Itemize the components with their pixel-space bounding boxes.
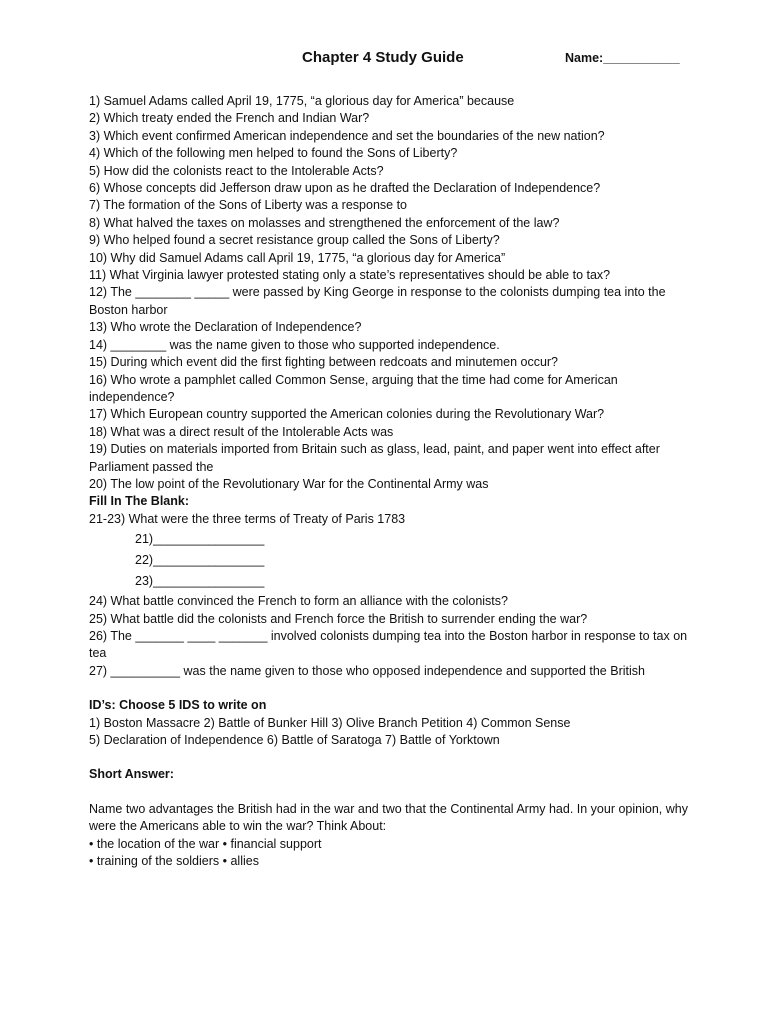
name-field-label: Name:___________	[565, 51, 680, 65]
treaty-terms-prompt: 21-23) What were the three terms of Treaty of Paris 1783	[89, 511, 406, 526]
question-item: 7) The formation of the Sons of Liberty was a response to	[89, 198, 407, 213]
question-item: 8) What halved the taxes on molasses and strengthened the enforcement of the law?	[89, 215, 560, 230]
question-item: 19) Duties on materials imported from Britain such as glass, lead, paint, and paper went into effect after Parliament passed the	[89, 442, 660, 474]
ids-heading: ID’s: Choose 5 IDS to write on	[89, 698, 267, 713]
question-item: 14) ________ was the name given to those who supported independence.	[89, 337, 500, 352]
question-item: 5) How did the colonists react to the Intolerable Acts?	[89, 163, 384, 178]
question-item: 26) The _______ ____ _______ involved colonists dumping tea into the Boston harbor in response to tax on tea	[89, 628, 688, 661]
question-item: 4) Which of the following men helped to found the Sons of Liberty?	[89, 146, 458, 161]
think-about-bullets: • training of the soldiers • allies	[89, 854, 259, 869]
question-item: 27) __________ was the name given to those who opposed independence and supported the British	[89, 663, 645, 678]
question-item: 1) Samuel Adams called April 19, 1775, “a glorious day for America” because	[89, 94, 515, 108]
document-body	[89, 93, 689, 870]
think-about-bullets: • the location of the war • financial support	[89, 836, 322, 851]
question-item: 3) Which event confirmed American independence and set the boundaries of the new nation?	[89, 128, 605, 143]
short-answer-heading: Short Answer:	[89, 767, 174, 782]
question-item: 2) Which treaty ended the French and Indian War?	[89, 111, 370, 126]
page-header	[0, 49, 768, 71]
question-item: 6) Whose concepts did Jefferson draw upon as he drafted the Declaration of Independence?	[89, 181, 601, 196]
short-answer-prompt: Name two advantages the British had in the war and two that the Continental Army had. In your opinion, why were the Americans able to win the war? Think About:	[89, 801, 688, 834]
question-item: 17) Which European country supported the American colonies during the Revolutionary War?	[89, 407, 605, 422]
question-item: 12) The ________ _____ were passed by King George in response to the colonists dumping tea into the Boston harbor	[89, 285, 666, 317]
question-item: 18) What was a direct result of the Intolerable Acts was	[89, 424, 394, 439]
question-list	[89, 93, 689, 493]
ids-section	[89, 697, 689, 749]
question-item: 13) Who wrote the Declaration of Independence?	[89, 320, 362, 335]
answer-blank: 22)________________	[135, 553, 265, 568]
fill-in-section	[89, 493, 689, 680]
question-item: 10) Why did Samuel Adams call April 19, 1775, “a glorious day for America”	[89, 250, 506, 265]
question-item: 20) The low point of the Revolutionary War for the Continental Army was	[89, 476, 489, 491]
answer-blank: 23)________________	[135, 574, 265, 589]
page-title: Chapter 4 Study Guide	[302, 49, 464, 66]
question-item: 24) What battle convinced the French to form an alliance with the colonists?	[89, 594, 508, 609]
question-item: 11) What Virginia lawyer protested stating only a state’s representatives should be able to tax?	[89, 268, 611, 283]
answer-blank: 21)________________	[135, 532, 265, 547]
question-item: 9) Who helped found a secret resistance group called the Sons of Liberty?	[89, 233, 500, 248]
short-answer-section	[89, 766, 689, 870]
question-item: 15) During which event did the first fighting between redcoats and minutemen occur?	[89, 355, 559, 370]
question-item: 25) What battle did the colonists and French force the British to surrender ending the war?	[89, 611, 588, 626]
fill-in-heading: Fill In The Blank:	[89, 494, 190, 509]
ids-row: 5) Declaration of Independence 6) Battle of Saratoga 7) Battle of Yorktown	[89, 733, 500, 747]
ids-row: 1) Boston Massacre 2) Battle of Bunker Hill 3) Olive Branch Petition 4) Common Sense	[89, 715, 571, 730]
question-item: 16) Who wrote a pamphlet called Common Sense, arguing that the time had come for American independence?	[89, 372, 618, 404]
